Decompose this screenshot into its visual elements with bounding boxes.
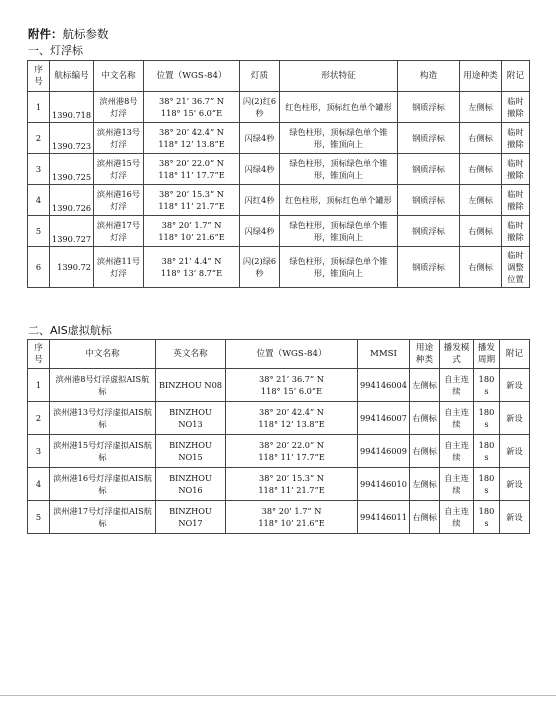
cell-note: 临时撤除 xyxy=(502,185,530,216)
cell-build: 钢质浮标 xyxy=(398,154,460,185)
cell-note: 临时撤除 xyxy=(502,216,530,247)
cell-name: 滨州港13号灯浮虚拟AIS航标 xyxy=(50,402,156,435)
header-use: 用途种类 xyxy=(460,61,502,92)
position-east: 118° 15’ 6.0”E xyxy=(160,108,223,118)
cell-note: 新设 xyxy=(500,402,530,435)
cell-mmsi: 994146004 xyxy=(358,369,410,402)
cell-seq: 6 xyxy=(28,247,50,288)
cell-period: 180 s xyxy=(474,435,500,468)
cell-build: 钢质浮标 xyxy=(398,123,460,154)
table-row xyxy=(28,123,530,154)
cell-seq: 3 xyxy=(28,435,50,468)
header-light: 灯质 xyxy=(240,61,280,92)
cell-note: 新设 xyxy=(500,468,530,501)
cell-seq: 5 xyxy=(28,501,50,534)
ais-table xyxy=(27,339,530,534)
cell-light: 闪(2)红6秒 xyxy=(240,92,280,123)
cell-period: 180 s xyxy=(474,402,500,435)
cell-position xyxy=(226,468,358,501)
position-north: 38° 20’ 22.0” N xyxy=(159,158,224,168)
cell-name: 滨州港17号灯浮 xyxy=(94,216,144,247)
cell-shape: 绿色柱形，顶标绿色单个锥形，锥顶向上 xyxy=(280,154,398,185)
position-east: 118° 11’ 17.7”E xyxy=(258,452,325,462)
cell-position xyxy=(144,185,240,216)
table-row xyxy=(28,435,530,468)
position-east: 118° 13’ 8.7”E xyxy=(160,268,223,278)
cell-name: 滨州港15号灯浮虚拟AIS航标 xyxy=(50,435,156,468)
cell-light: 闪(2)绿6秒 xyxy=(240,247,280,288)
cell-build: 钢质浮标 xyxy=(398,92,460,123)
header-period: 播发周期 xyxy=(474,340,500,369)
cell-english-name: BINZHOU NO16 xyxy=(156,468,226,501)
cell-position xyxy=(144,92,240,123)
position-east: 118° 15’ 6.0”E xyxy=(260,386,323,396)
cell-id: 1390.723 xyxy=(50,123,94,154)
cell-position xyxy=(226,402,358,435)
cell-seq: 4 xyxy=(28,468,50,501)
cell-name: 滨州港16号灯浮 xyxy=(94,185,144,216)
cell-mmsi: 994146007 xyxy=(358,402,410,435)
cell-name: 滨州港17号灯浮虚拟AIS航标 xyxy=(50,501,156,534)
header-note: 附记 xyxy=(502,61,530,92)
cell-period: 180 s xyxy=(474,369,500,402)
position-north: 38° 21’ 36.7” N xyxy=(259,374,324,384)
cell-position xyxy=(144,123,240,154)
cell-shape: 红色柱形，顶标红色单个罐形 xyxy=(280,92,398,123)
table-row xyxy=(28,468,530,501)
cell-mode: 自主连续 xyxy=(440,435,474,468)
position-north: 38° 20’ 1.7” N xyxy=(161,220,222,230)
cell-build: 钢质浮标 xyxy=(398,216,460,247)
cell-period: 180 s xyxy=(474,501,500,534)
cell-position xyxy=(226,435,358,468)
table-row xyxy=(28,247,530,288)
section1-title: 一、灯浮标 xyxy=(28,44,83,57)
header-seq: 序号 xyxy=(28,340,50,369)
cell-id: 1390.727 xyxy=(50,216,94,247)
cell-seq: 1 xyxy=(28,92,50,123)
position-east: 118° 10’ 21.6”E xyxy=(158,232,225,242)
position-north: 38° 21’ 36.7” N xyxy=(159,96,224,106)
cell-build: 钢质浮标 xyxy=(398,247,460,288)
cell-position xyxy=(144,247,240,288)
cell-use: 右侧标 xyxy=(410,435,440,468)
cell-name: 滨州港11号灯浮 xyxy=(94,247,144,288)
cell-mode: 自主连续 xyxy=(440,501,474,534)
cell-name: 滨州港8号灯浮虚拟AIS航标 xyxy=(50,369,156,402)
table-row xyxy=(28,92,530,123)
table-row xyxy=(28,154,530,185)
cell-period: 180 s xyxy=(474,468,500,501)
cell-english-name: BINZHOU N08 xyxy=(156,369,226,402)
cell-english-name: BINZHOU NO13 xyxy=(156,402,226,435)
cell-seq: 2 xyxy=(28,402,50,435)
cell-use: 右侧标 xyxy=(460,123,502,154)
table-row xyxy=(28,501,530,534)
header-shape: 形状特征 xyxy=(280,61,398,92)
header-use: 用途种类 xyxy=(410,340,440,369)
cell-name: 滨州港8号灯浮 xyxy=(94,92,144,123)
cell-id: 1390.726 xyxy=(50,185,94,216)
position-north: 38° 20’ 1.7” N xyxy=(261,506,322,516)
cell-use: 右侧标 xyxy=(460,154,502,185)
header-position: 位置（WGS-84） xyxy=(226,340,358,369)
cell-name: 滨州港13号灯浮 xyxy=(94,123,144,154)
cell-build: 钢质浮标 xyxy=(398,185,460,216)
cell-use: 左侧标 xyxy=(460,92,502,123)
cell-note: 临时撤除 xyxy=(502,123,530,154)
cell-use: 左侧标 xyxy=(460,185,502,216)
cell-shape: 绿色柱形，顶标绿色单个锥形，锥顶向上 xyxy=(280,123,398,154)
cell-position xyxy=(144,216,240,247)
position-east: 118° 11’ 17.7”E xyxy=(158,170,225,180)
cell-name: 滨州港16号灯浮虚拟AIS航标 xyxy=(50,468,156,501)
position-east: 118° 12’ 13.8”E xyxy=(258,419,325,429)
header-name: 中文名称 xyxy=(50,340,156,369)
cell-note: 临时撤除 xyxy=(502,154,530,185)
cell-use: 右侧标 xyxy=(410,501,440,534)
cell-seq: 5 xyxy=(28,216,50,247)
cell-mode: 自主连续 xyxy=(440,369,474,402)
header-build: 构造 xyxy=(398,61,460,92)
cell-use: 左侧标 xyxy=(410,369,440,402)
cell-seq: 1 xyxy=(28,369,50,402)
cell-seq: 2 xyxy=(28,123,50,154)
cell-mmsi: 994146011 xyxy=(358,501,410,534)
table-row xyxy=(28,185,530,216)
cell-use: 左侧标 xyxy=(410,468,440,501)
table-row xyxy=(28,402,530,435)
cell-light: 闪绿4秒 xyxy=(240,216,280,247)
buoy-table xyxy=(27,60,530,288)
header-english-name: 英文名称 xyxy=(156,340,226,369)
table-row xyxy=(28,216,530,247)
position-north: 38° 20’ 15.3” N xyxy=(259,473,324,483)
cell-use: 右侧标 xyxy=(410,402,440,435)
position-north: 38° 20’ 42.4” N xyxy=(259,407,324,417)
cell-shape: 红色柱形，顶标红色单个罐形 xyxy=(280,185,398,216)
cell-note: 临时调整位置 xyxy=(502,247,530,288)
position-east: 118° 10’ 21.6”E xyxy=(258,518,325,528)
attachment-heading xyxy=(28,26,109,42)
buoy-table-header xyxy=(28,61,530,92)
header-position: 位置（WGS-84） xyxy=(144,61,240,92)
attachment-title: 航标参数 xyxy=(62,27,109,41)
cell-shape: 绿色柱形，顶标绿色单个锥形，锥顶向上 xyxy=(280,247,398,288)
cell-position xyxy=(226,369,358,402)
position-north: 38° 20’ 15.3” N xyxy=(159,189,224,199)
cell-use: 右侧标 xyxy=(460,216,502,247)
header-mode: 播发模式 xyxy=(440,340,474,369)
header-id: 航标编号 xyxy=(50,61,94,92)
cell-note: 新设 xyxy=(500,501,530,534)
header-name: 中文名称 xyxy=(94,61,144,92)
header-seq: 序号 xyxy=(28,61,50,92)
section2-title: 二、AIS虚拟航标 xyxy=(28,324,112,337)
attachment-prefix: 附件： xyxy=(28,27,63,41)
position-east: 118° 12’ 13.8”E xyxy=(158,139,225,149)
position-north: 38° 20’ 42.4” N xyxy=(159,127,224,137)
cell-english-name: BINZHOU NO15 xyxy=(156,435,226,468)
cell-mode: 自主连续 xyxy=(440,468,474,501)
cell-note: 新设 xyxy=(500,369,530,402)
cell-mode: 自主连续 xyxy=(440,402,474,435)
table-row xyxy=(28,369,530,402)
position-north: 38° 20’ 22.0” N xyxy=(259,440,324,450)
position-east: 118° 11’ 21.7”E xyxy=(158,201,225,211)
position-north: 38° 21’ 4.4” N xyxy=(161,256,222,266)
cell-name: 滨州港15号灯浮 xyxy=(94,154,144,185)
cell-note: 新设 xyxy=(500,435,530,468)
cell-seq: 4 xyxy=(28,185,50,216)
position-east: 118° 11’ 21.7”E xyxy=(258,485,325,495)
ais-table-header xyxy=(28,340,530,369)
cell-light: 闪绿4秒 xyxy=(240,123,280,154)
cell-id: 1390.718 xyxy=(50,92,94,123)
page-bottom-divider xyxy=(0,695,556,696)
cell-shape: 绿色柱形，顶标绿色单个锥形，锥顶向上 xyxy=(280,216,398,247)
cell-position xyxy=(226,501,358,534)
cell-mmsi: 994146010 xyxy=(358,468,410,501)
cell-english-name: BINZHOU NO17 xyxy=(156,501,226,534)
cell-use: 右侧标 xyxy=(460,247,502,288)
cell-id: 1390.725 xyxy=(50,154,94,185)
cell-seq: 3 xyxy=(28,154,50,185)
header-mmsi: MMSI xyxy=(358,340,410,369)
header-note: 附记 xyxy=(500,340,530,369)
cell-id: 1390.72 xyxy=(50,247,94,288)
cell-light: 闪绿4秒 xyxy=(240,154,280,185)
cell-note: 临时撤除 xyxy=(502,92,530,123)
cell-mmsi: 994146009 xyxy=(358,435,410,468)
cell-light: 闪红4秒 xyxy=(240,185,280,216)
cell-position xyxy=(144,154,240,185)
